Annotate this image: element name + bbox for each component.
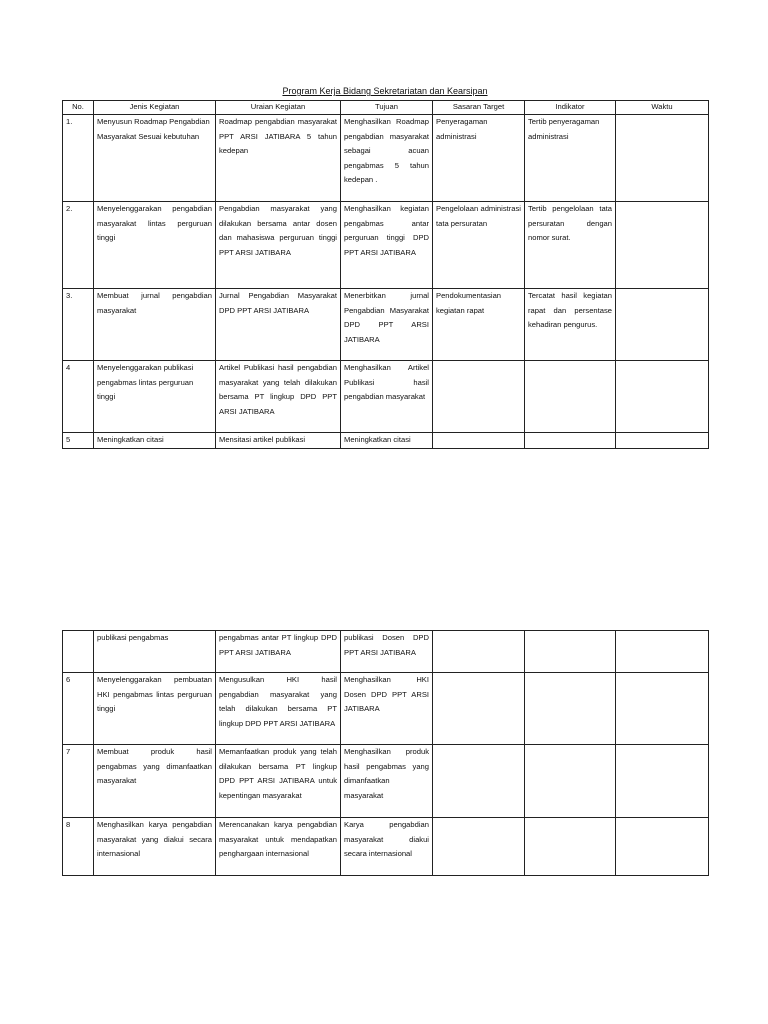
cell-sasaran: Pengelolaan administrasi tata persuratan: [433, 202, 525, 289]
cell-jenis: publikasi pengabmas: [94, 631, 216, 673]
cell-waktu: [616, 361, 709, 433]
cell-jenis: Membuat produk hasil pengabmas yang dimanfaatkan masyarakat: [94, 745, 216, 818]
cell-waktu: [616, 433, 709, 449]
header-indikator: Indikator: [525, 101, 616, 115]
cell-sasaran: [433, 745, 525, 818]
cell-no: [63, 631, 94, 673]
cell-uraian: Artikel Publikasi hasil pengabdian masyarakat yang telah dilakukan bersama PT lingkup DPD PPT ARSI JATIBARA: [216, 361, 341, 433]
cell-waktu: [616, 202, 709, 289]
cell-jenis: Menyusun Roadmap Pengabdian Masyarakat Sesuai kebutuhan: [94, 115, 216, 202]
table-row: [63, 433, 709, 449]
cell-waktu: [616, 115, 709, 202]
cell-sasaran: [433, 818, 525, 876]
cell-uraian: Mensitasi artikel publikasi: [216, 433, 341, 449]
table-row: [63, 745, 709, 818]
cell-indikator: [525, 745, 616, 818]
cell-tujuan: Menghasilkan produk hasil pengabmas yang dimanfaatkan masyarakat: [341, 745, 433, 818]
cell-sasaran: [433, 673, 525, 745]
cell-jenis: Menyelenggarakan pengabdian masyarakat lintas perguruan tinggi: [94, 202, 216, 289]
cell-jenis: Menyelenggarakan publikasi pengabmas lintas perguruan tinggi: [94, 361, 216, 433]
cell-no: 5: [63, 433, 94, 449]
cell-no: 7: [63, 745, 94, 818]
document-title: Program Kerja Bidang Sekretariatan dan Kearsipan: [282, 86, 488, 96]
cell-tujuan: Menghasilkan Roadmap pengabdian masyarakat sebagai acuan pengabmas 5 tahun kedepan .: [341, 115, 433, 202]
cell-jenis: Menyelenggarakan pembuatan HKI pengabmas lintas perguruan tinggi: [94, 673, 216, 745]
cell-indikator: Tertib penyeragaman administrasi: [525, 115, 616, 202]
cell-tujuan: Menghasilkan kegiatan pengabmas antar perguruan tinggi DPD PPT ARSI JATIBARA: [341, 202, 433, 289]
cell-indikator: [525, 673, 616, 745]
cell-sasaran: Penyeragaman administrasi: [433, 115, 525, 202]
cell-no: 3.: [63, 289, 94, 361]
cell-jenis: Membuat jurnal pengabdian masyarakat: [94, 289, 216, 361]
cell-uraian: Merencanakan karya pengabdian masyarakat untuk mendapatkan penghargaan internasional: [216, 818, 341, 876]
table-row: [63, 818, 709, 876]
cell-indikator: Tercatat hasil kegiatan rapat dan persentase kehadiran pengurus.: [525, 289, 616, 361]
cell-uraian: Roadmap pengabdian masyarakat PPT ARSI JATIBARA 5 tahun kedepan: [216, 115, 341, 202]
cell-indikator: [525, 361, 616, 433]
cell-uraian: Memanfaatkan produk yang telah dilakukan bersama PT lingkup DPD PPT ARSI JATIBARA untuk kepentingan masyarakat: [216, 745, 341, 818]
cell-no: 2.: [63, 202, 94, 289]
cell-jenis: Meningkatkan citasi: [94, 433, 216, 449]
cell-jenis: Menghasilkan karya pengabdian masyarakat yang diakui secara internasional: [94, 818, 216, 876]
cell-uraian: Mengusulkan HKI hasil pengabdian masyarakat yang telah dilakukan bersama PT lingkup DPD PPT ARSI JATIBARA: [216, 673, 341, 745]
cell-indikator: [525, 631, 616, 673]
table-row: [63, 202, 709, 289]
header-waktu: Waktu: [616, 101, 709, 115]
cell-no: 4: [63, 361, 94, 433]
cell-sasaran: [433, 361, 525, 433]
table-row: [63, 289, 709, 361]
header-uraian-kegiatan: Uraian Kegiatan: [216, 101, 341, 115]
cell-no: 1.: [63, 115, 94, 202]
cell-no: 6: [63, 673, 94, 745]
table-header-row: [63, 101, 709, 115]
program-table-page-2: [62, 630, 709, 876]
cell-waktu: [616, 745, 709, 818]
cell-uraian: Pengabdian masyarakat yang dilakukan bersama antar dosen dan mahasiswa perguruan tinggi PPT ARSI JATIBARA: [216, 202, 341, 289]
cell-indikator: [525, 433, 616, 449]
cell-waktu: [616, 673, 709, 745]
cell-waktu: [616, 289, 709, 361]
cell-tujuan: Meningkatkan citasi: [341, 433, 433, 449]
cell-tujuan: Menghasilkan Artikel Publikasi hasil pengabdian masyarakat: [341, 361, 433, 433]
cell-uraian: Jurnal Pengabdian Masyarakat DPD PPT ARSI JATIBARA: [216, 289, 341, 361]
cell-waktu: [616, 631, 709, 673]
cell-tujuan: Karya pengabdian masyarakat diakui secara internasional: [341, 818, 433, 876]
cell-indikator: [525, 818, 616, 876]
cell-sasaran: Pendokumentasian kegiatan rapat: [433, 289, 525, 361]
program-table-page-1: [62, 100, 709, 449]
cell-sasaran: [433, 631, 525, 673]
header-tujuan: Tujuan: [341, 101, 433, 115]
table-row: [63, 115, 709, 202]
cell-sasaran: [433, 433, 525, 449]
cell-uraian: pengabmas antar PT lingkup DPD PPT ARSI JATIBARA: [216, 631, 341, 673]
header-sasaran-target: Sasaran Target: [433, 101, 525, 115]
table-row: [63, 673, 709, 745]
cell-tujuan: publikasi Dosen DPD PPT ARSI JATIBARA: [341, 631, 433, 673]
table-row: [63, 361, 709, 433]
cell-indikator: Tertib pengelolaan tata persuratan dengan nomor surat.: [525, 202, 616, 289]
header-jenis-kegiatan: Jenis Kegiatan: [94, 101, 216, 115]
header-no: No.: [63, 101, 94, 115]
cell-waktu: [616, 818, 709, 876]
table-row: [63, 631, 709, 673]
cell-no: 8: [63, 818, 94, 876]
cell-tujuan: Menerbitkan jurnal Pengabdian Masyarakat DPD PPT ARSI JATIBARA: [341, 289, 433, 361]
cell-tujuan: Menghasilkan HKI Dosen DPD PPT ARSI JATIBARA: [341, 673, 433, 745]
